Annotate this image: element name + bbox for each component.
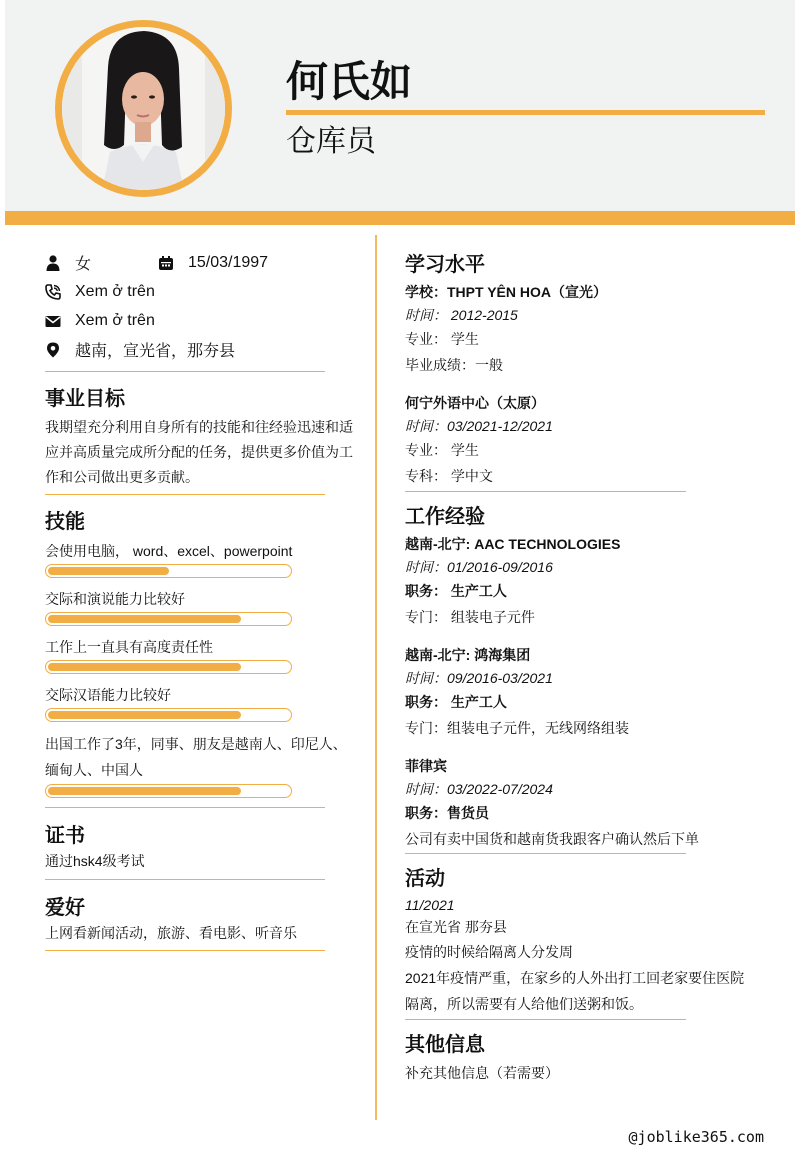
education-extra: 专科： 学中文 <box>405 468 493 484</box>
skill-bar-fill <box>48 787 241 795</box>
education-time: 时间： 2012-2015 <box>405 307 518 323</box>
experience-position: 职务： 生产工人 <box>405 694 507 710</box>
experience-entry <box>405 754 765 852</box>
experience-time: 时间：09/2016-03/2021 <box>405 670 553 686</box>
person-icon <box>45 255 61 271</box>
education-time: 时间：03/2021-12/2021 <box>405 418 553 434</box>
skill-item <box>45 683 350 722</box>
skill-item <box>45 587 350 626</box>
skill-label: 交际和演说能力比较好 <box>45 591 185 607</box>
activities-line: 在宣光省 那夯县 <box>405 919 507 935</box>
right-column <box>405 250 765 1086</box>
company-name: 菲律宾 <box>405 758 447 774</box>
envelope-icon <box>45 313 61 329</box>
skill-item <box>45 539 350 578</box>
job-title: 仓库员 <box>286 125 376 158</box>
skill-label: 出国工作了3年，同事、朋友是越南人、印尼人、缅甸人、中国人 <box>45 736 347 778</box>
education-entry <box>405 280 765 378</box>
education-major: 专业： 学生 <box>405 442 479 458</box>
section-divider <box>45 371 325 372</box>
skill-bar <box>45 784 292 798</box>
hobbies-text: 上网看新闻活动，旅游、看电影、听音乐 <box>45 925 297 941</box>
activities-line: 疫情的时候给隔离人分发周 <box>405 944 573 960</box>
hobbies-heading: 爱好 <box>45 897 85 919</box>
activities-time: 11/2021 <box>405 897 455 913</box>
certificates-text: 通过hsk4级考试 <box>45 853 145 869</box>
education-extra: 毕业成绩：一般 <box>405 357 503 373</box>
address-value: 越南，宣光省，那夯县 <box>75 343 236 360</box>
experience-description: 公司有卖中国货和越南货我跟客户确认然后下单 <box>405 831 699 847</box>
skill-bar-fill <box>48 663 241 671</box>
education-heading: 学习水平 <box>405 254 485 276</box>
skill-bar-fill <box>48 711 241 719</box>
name-underline <box>286 110 765 115</box>
profile-photo <box>62 27 225 190</box>
company-name: 越南-北宁: AAC TECHNOLOGIES <box>405 536 621 552</box>
activities-line: 隔离，所以需要有人给他们送粥和饭。 <box>405 996 643 1012</box>
email-row <box>45 306 350 335</box>
phone-icon <box>45 284 61 300</box>
address-row <box>45 335 350 364</box>
experience-heading: 工作经验 <box>405 506 485 528</box>
certificates-heading: 证书 <box>45 825 85 847</box>
skill-item <box>45 635 350 674</box>
avatar <box>55 20 232 197</box>
header-accent-stripe <box>5 211 795 225</box>
skill-bar <box>45 612 292 626</box>
objective-text: 我期望充分利用自身所有的技能和往经验迅速和适应并高质量完成所分配的任务，提供更多价值为工作和公司做出更多贡献。 <box>45 419 353 485</box>
skill-bar <box>45 708 292 722</box>
experience-time: 时间：03/2022-07/2024 <box>405 781 553 797</box>
calendar-icon <box>158 255 174 271</box>
skill-bar-fill <box>48 567 169 575</box>
gender-birthdate-row <box>45 248 350 277</box>
gender-value: 女 <box>75 256 92 273</box>
experience-entry <box>405 643 765 741</box>
candidate-name: 何氏如 <box>286 58 413 105</box>
skill-label: 交际汉语能力比较好 <box>45 687 171 703</box>
section-divider <box>45 494 325 495</box>
experience-entry <box>405 532 765 630</box>
section-divider <box>405 853 686 854</box>
left-column <box>45 248 353 951</box>
location-pin-icon <box>45 342 61 358</box>
section-divider <box>45 950 325 951</box>
other-info-heading: 其他信息 <box>405 1034 485 1056</box>
experience-description: 专门： 组装电子元件 <box>405 609 535 625</box>
objective-heading: 事业目标 <box>45 388 125 410</box>
experience-position: 职务： 生产工人 <box>405 583 507 599</box>
skill-bar-fill <box>48 615 241 623</box>
school-name: 学校：THPT YÊN HOA（宣光） <box>405 284 607 300</box>
phone-row <box>45 277 350 306</box>
section-divider <box>45 879 325 880</box>
section-divider <box>405 491 686 492</box>
section-divider <box>45 807 325 808</box>
skill-bar <box>45 564 292 578</box>
experience-description: 专门：组装电子元件，无线网络组装 <box>405 720 629 736</box>
activities-heading: 活动 <box>405 868 445 890</box>
experience-position: 职务：售货员 <box>405 805 489 821</box>
experience-time: 时间：01/2016-09/2016 <box>405 559 553 575</box>
skill-label: 会使用电脑， word、excel、powerpoint <box>45 543 293 559</box>
watermark-footer: @joblike365.com <box>628 1128 764 1146</box>
education-major: 专业： 学生 <box>405 331 479 347</box>
skill-item <box>45 731 350 798</box>
activities-line: 2021年疫情严重，在家乡的人外出打工回老家要住医院 <box>405 970 745 986</box>
company-name: 越南-北宁: 鸿海集团 <box>405 647 531 663</box>
column-divider <box>375 235 377 1120</box>
school-name: 何宁外语中心（太原） <box>405 395 545 411</box>
skills-heading: 技能 <box>45 511 85 533</box>
phone-value: Xem ở trên <box>75 282 155 300</box>
skill-bar <box>45 660 292 674</box>
other-info-text: 补充其他信息（若需要） <box>405 1065 559 1081</box>
email-value: Xem ở trên <box>75 311 155 329</box>
section-divider <box>405 1019 686 1020</box>
education-entry <box>405 391 765 489</box>
skill-label: 工作上一直具有高度责任性 <box>45 639 213 655</box>
birthdate-value: 15/03/1997 <box>188 253 269 271</box>
